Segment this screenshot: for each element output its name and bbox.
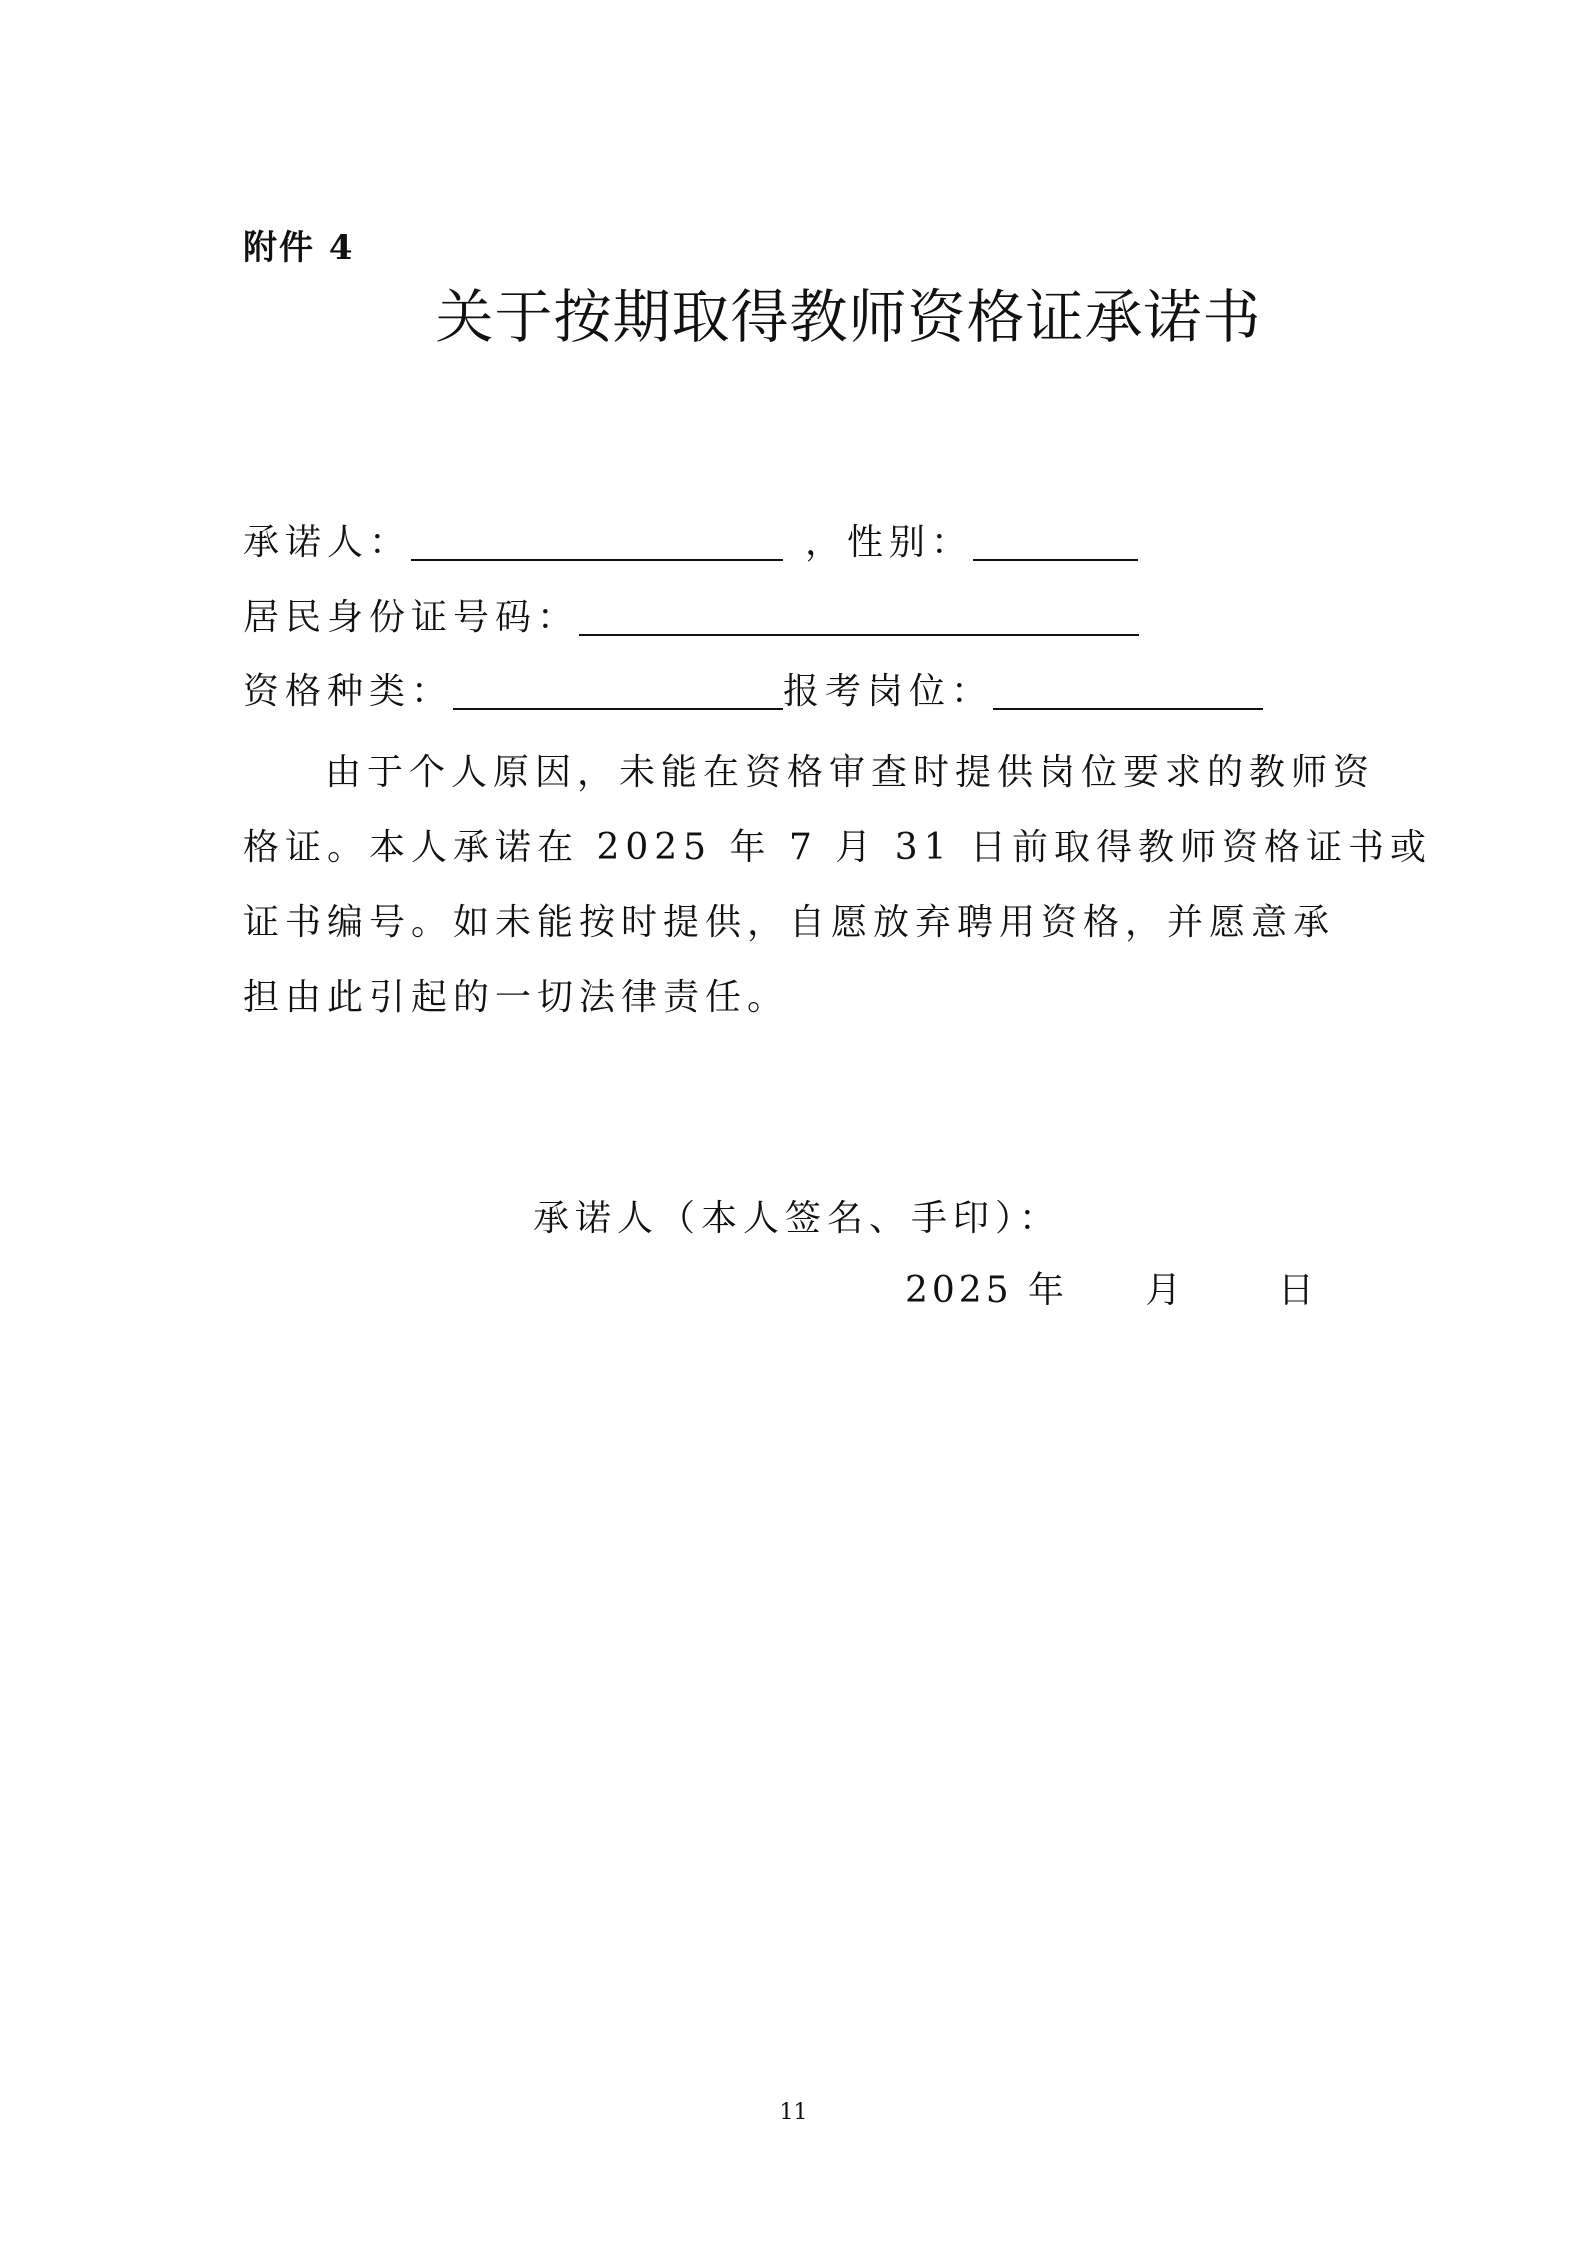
qualification-type-label: 资格种类： [243, 671, 454, 712]
id-number-label: 居民身份证号码： [243, 597, 580, 638]
signature-label: 承诺人（本人签名、手印）： [533, 1198, 1062, 1239]
signature-date: 2025 年 月 日 [905, 1270, 1318, 1311]
attachment-label: 附件 4 [243, 228, 355, 268]
promisor-blank[interactable] [411, 519, 783, 561]
promisor-label: 承诺人： [243, 522, 412, 563]
position-label: 报考岗位： [783, 671, 994, 712]
qualification-type-blank[interactable] [453, 668, 783, 710]
id-number-row [243, 590, 1139, 640]
id-number-blank[interactable] [579, 594, 1139, 636]
paragraph-line: 担由此引起的一切法律责任。 [243, 977, 790, 1018]
page-number: 11 [779, 2100, 808, 2125]
gender-label: ，性别： [805, 522, 974, 563]
promisor-row [243, 515, 1138, 565]
position-blank[interactable] [993, 668, 1263, 710]
paragraph-line: 由于个人原因，未能在资格审查时提供岗位要求的教师资 [325, 752, 1376, 793]
qualification-row [243, 664, 1263, 714]
commitment-paragraph [243, 735, 1432, 1035]
gender-blank[interactable] [973, 519, 1138, 561]
document-title: 关于按期取得教师资格证承诺书 [435, 283, 1262, 351]
paragraph-line: 证书编号。如未能按时提供，自愿放弃聘用资格，并愿意承 [243, 902, 1336, 943]
paragraph-line: 格证。本人承诺在 2025 年 7 月 31 日前取得教师资格证书或 [243, 827, 1432, 868]
